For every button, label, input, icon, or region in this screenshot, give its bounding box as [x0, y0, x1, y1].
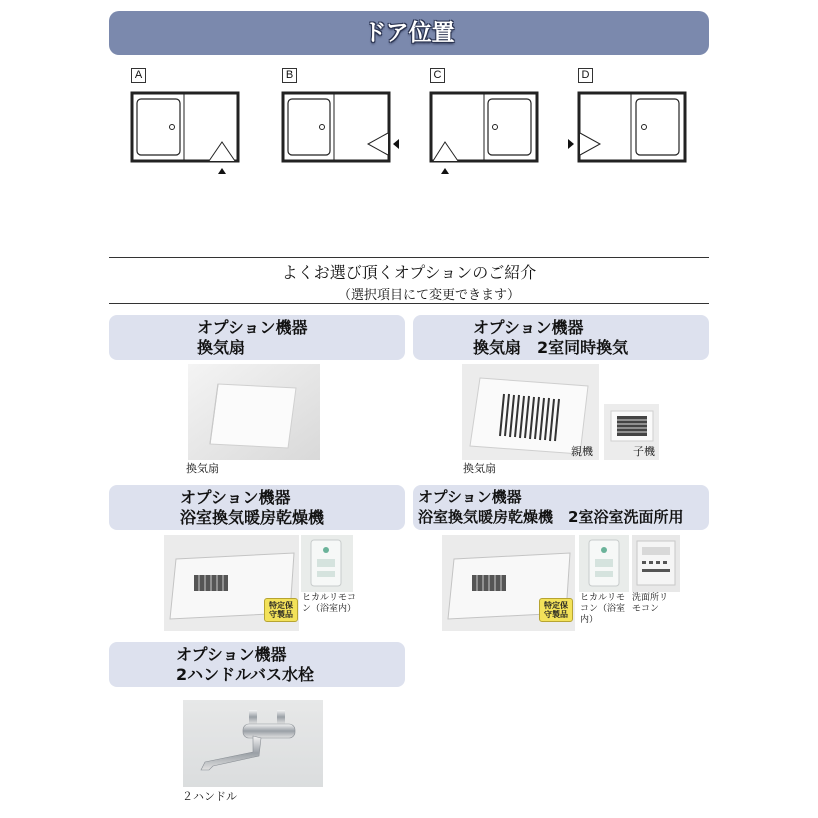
option-dryer-line1: オプション機器: [180, 488, 291, 507]
remote2-photo: [579, 535, 629, 592]
divider-top: [109, 257, 709, 258]
door-label-d: D: [578, 68, 593, 83]
remote-photo: [301, 535, 353, 592]
fan-photo: [188, 364, 320, 460]
option-fan2-line2: 換気扇 2室同時換気: [473, 338, 629, 357]
option-fan-line2: 換気扇: [197, 338, 246, 357]
remote-label: ヒカルリモコン（浴室内）: [302, 593, 357, 614]
child-unit-label: 子機: [633, 445, 655, 458]
option-dryer2-line1: オプション機器: [418, 488, 522, 506]
door-diagram-b: [282, 92, 402, 178]
maintenance-badge-2: 特定保守製品: [539, 598, 573, 622]
page-title: ドア位置: [363, 20, 455, 46]
faucet-photo: [183, 700, 323, 787]
option-faucet-line2: 2ハンドルバス水栓: [176, 665, 315, 684]
door-diagram-c: [430, 92, 540, 178]
door-label-c: C: [430, 68, 445, 83]
options-intro-subtitle: （選択項目にて変更できます）: [337, 288, 520, 303]
option-fan-line1: オプション機器: [197, 318, 308, 337]
door-label-b: B: [282, 68, 297, 83]
option-dryer-line2: 浴室換気暖房乾燥機: [180, 508, 325, 527]
washroom-remote-photo: [632, 535, 680, 592]
fan-caption: 換気扇: [186, 462, 219, 475]
option-faucet-line1: オプション機器: [176, 645, 287, 664]
parent-unit-label: 親機: [571, 445, 593, 458]
option-fan2-line1: オプション機器: [473, 318, 584, 337]
door-label-a: A: [131, 68, 146, 83]
maintenance-badge: 特定保守製品: [264, 598, 298, 622]
fan2-caption: 換気扇: [463, 462, 496, 475]
washroom-remote-label: 洗面所リモコン: [632, 593, 669, 614]
faucet-caption: ２ハンドル: [182, 790, 237, 803]
remote2-label: ヒカルリモコン（浴室内）: [580, 593, 626, 625]
door-diagram-d: [566, 92, 688, 178]
door-diagram-a: [131, 92, 241, 178]
divider-bottom: [109, 303, 709, 304]
option-dryer2-line2: 浴室換気暖房乾燥機 2室浴室洗面所用: [418, 508, 684, 526]
options-intro-title: よくお選び頂くオプションのご紹介: [281, 263, 537, 282]
